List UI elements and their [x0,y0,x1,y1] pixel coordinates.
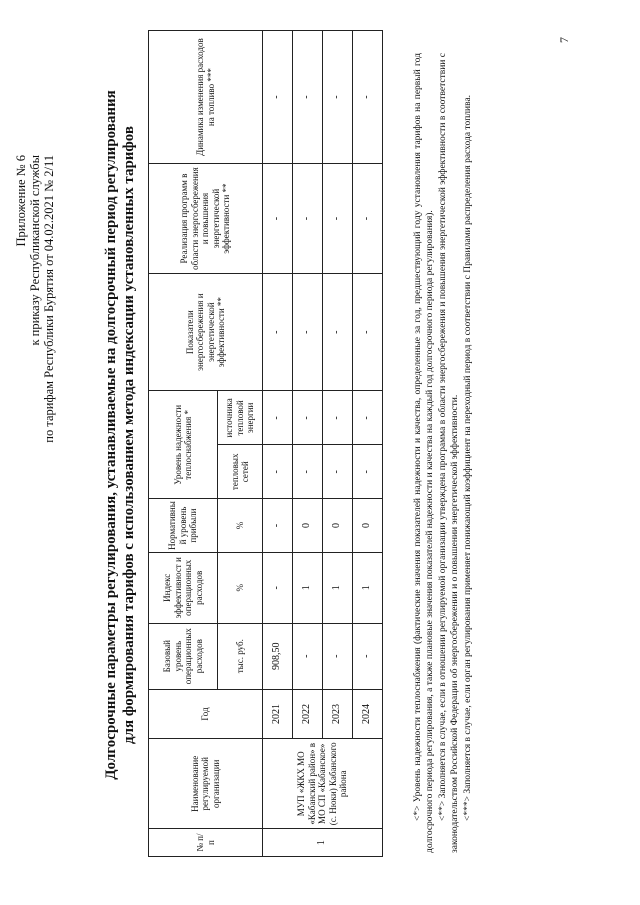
header-networks: тепловых сетей [218,445,263,499]
header-index: Индекс эффективност и операционных расходов [149,552,218,623]
cell-base: - [323,623,353,689]
cell-dynamics: - [293,31,323,164]
cell-year: 2023 [323,689,353,739]
cell-base: - [293,623,323,689]
cell-index: - [263,552,293,623]
footnote-3: <***> Заполняется в случае, если орган регулирования применяет понижающий коэффициент на переходный период в соответствии с Правилами распределения расхода топлива. [462,94,473,821]
cell-networks: - [323,445,353,499]
header-base: Базовый уровень операционных расходов [149,623,218,689]
cell-profit: 0 [353,499,383,553]
cell-year: 2022 [293,689,323,739]
header-reliability: Уровень надежности теплоснабжения * [149,391,218,499]
cell-energy: - [263,273,293,391]
unit-profit: % [218,499,263,553]
cell-profit: - [263,499,293,553]
header-programs: Реализация программ в области энергосбережения и повышения энергетической эффективности ** [149,164,263,274]
cell-dynamics: - [263,31,293,164]
cell-index: 1 [293,552,323,623]
appendix-line-1: Приложение № 6 [14,155,28,247]
cell-source: - [293,391,323,445]
organization-name: МУП «ЖКХ МО «Кабанский район» в МО СП «Кабанское» (с. Нюки) Кабанского района [263,739,383,829]
unit-index: % [218,552,263,623]
table-row [353,31,383,857]
cell-source: - [263,391,293,445]
footnote-2: <**> Заполняется в случае, если в отношении регулируемой организации утверждена программа в области энергосбережения и повышения энергетической эффективности в соответствии с законодательством Российской Федерации об энергосбережении и о повышении энергетической эффективности. [437,53,461,853]
cell-dynamics: - [353,31,383,164]
cell-index: 1 [323,552,353,623]
parameters-table [148,30,383,857]
table-row [263,31,293,857]
cell-base: 908,50 [263,623,293,689]
cell-base: - [353,623,383,689]
page-number: 7 [557,37,571,43]
document-title-line-1: Долгосрочные параметры регулирования, устанавливаемые на долгосрочный период регулирования [103,90,119,780]
cell-year: 2024 [353,689,383,739]
cell-programs: - [323,164,353,274]
cell-programs: - [263,164,293,274]
cell-energy: - [353,273,383,391]
header-energy: Показатели энергосбережения и энергетической эффективности ** [149,273,263,391]
table-row [323,31,353,857]
cell-networks: - [353,445,383,499]
cell-dynamics: - [323,31,353,164]
document-title-line-2: для формирования тарифов с использованием метода индексации установленных тарифов [121,125,137,745]
row-number: 1 [263,829,383,857]
cell-year: 2021 [263,689,293,739]
appendix-line-3: по тарифам Республики Бурятия от 04.02.2021 № 2/11 [42,155,56,443]
cell-networks: - [293,445,323,499]
cell-index: 1 [353,552,383,623]
appendix-header [14,155,56,443]
header-org: Наименование регулируемой организации [149,739,263,829]
cell-programs: - [353,164,383,274]
footnotes [412,53,474,853]
unit-base: тыс. руб. [218,623,263,689]
cell-source: - [353,391,383,445]
footnote-1: <*> Уровень надежности теплоснабжения (фактические значения показателей надежности и качества, определенные за год, предшествующий году установления тарифов на первый год долгосрочного периода регулирования, а также плановые значения показателей надежности и качества на каждый год долгосрочного периода регулирования). [413,53,436,853]
cell-energy: - [293,273,323,391]
header-num: № п/п [149,829,263,857]
header-year: Год [149,689,263,739]
cell-profit: 0 [323,499,353,553]
cell-networks: - [263,445,293,499]
cell-profit: 0 [293,499,323,553]
header-source: источника тепловой энергии [218,391,263,445]
header-profit: Нормативны й уровень прибыли [149,499,218,553]
cell-programs: - [293,164,323,274]
cell-source: - [323,391,353,445]
cell-energy: - [323,273,353,391]
appendix-line-2: к приказу Республиканской службы [28,155,42,346]
header-dynamics: Динамика изменения расходов на топливо *** [149,31,263,164]
table-row [293,31,323,857]
